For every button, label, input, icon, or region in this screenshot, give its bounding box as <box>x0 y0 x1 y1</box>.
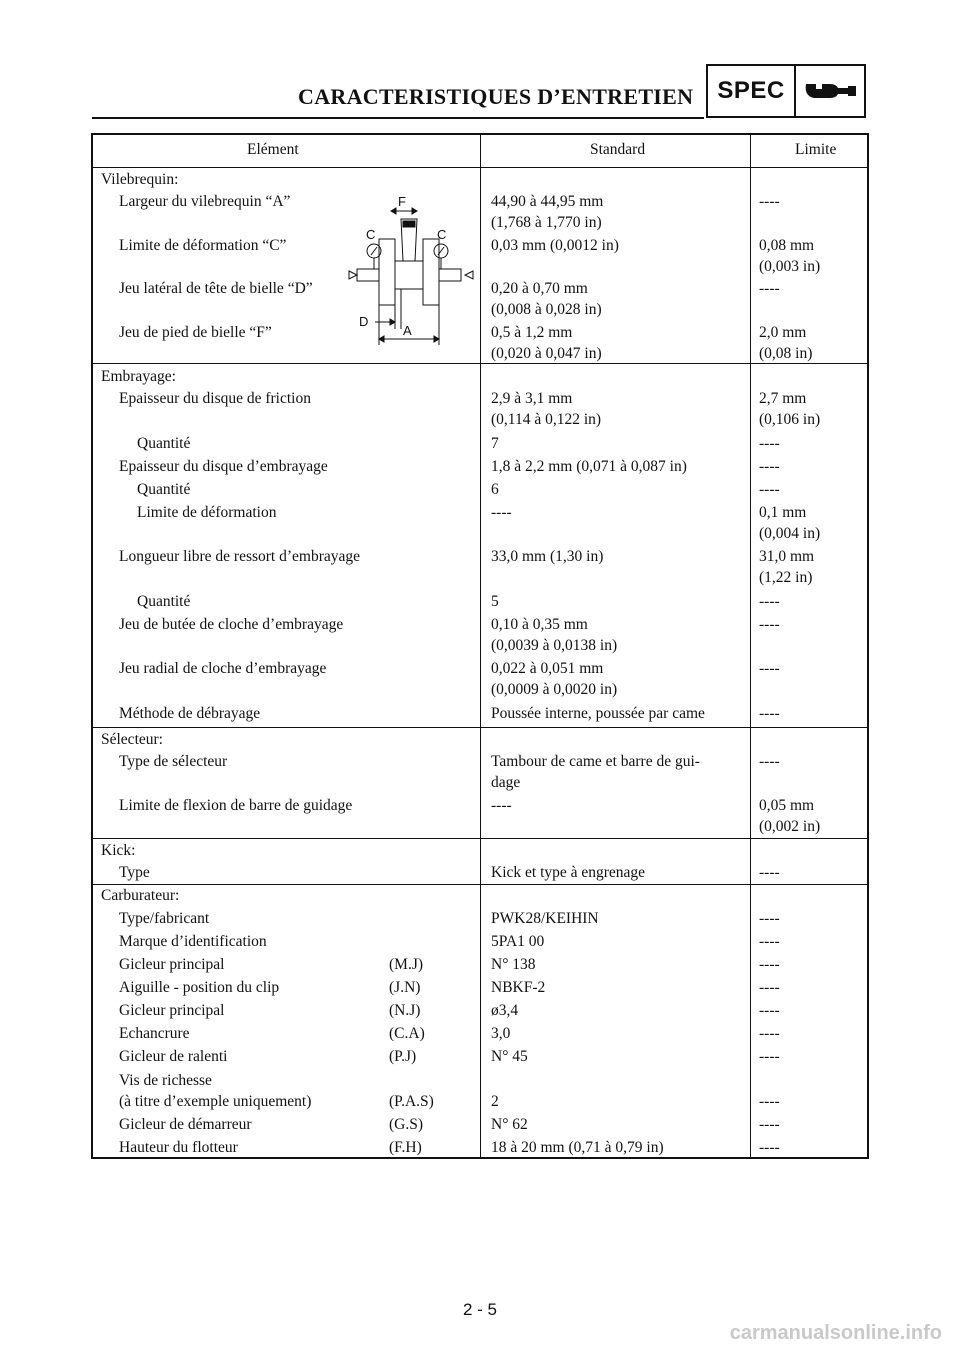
diagram-label-c: C <box>366 227 376 242</box>
crank-shaft-right <box>439 269 461 281</box>
wrench-icon <box>796 66 864 116</box>
crank-pin <box>395 261 423 289</box>
spec-table: Elément Standard Limite Vilebrequin: Largeur du vilebrequin “A” 44,90 à 44,95 mm (1,768 à 1,770 in) ---- Limite de déformation “C” 0,03 mm (0,0012 in) 0,08 mm (0,003 in) Jeu latéral de tête de bielle “D” 0,20 à 0,70 mm (0,008 à 0,028 in) ---- Jeu de pied de bielle “F” 0,5 à 1,2 mm (0,020 à 0,047 in) 2,0 mm (0,08 in) F C C D A Embrayage: Epaisseur du disque de friction 2,9 à 3,1 mm (0,114 à 0,122 in) 2,7 mm (0,106 in) Quantité 7 ---- Epaisseur du disque d’embrayage 1,8 à 2,2 mm (0,071 à 0,087 in) ---- Quantité 6 ---- Limite de déformation ---- 0,1 mm (0,004 in) Longueur libre de ressort d’embrayage 33,0 mm (1,30 in) 31,0 mm (1,22 in) Quantité 5 ---- Jeu de butée de cloche d’embrayage 0,10 à 0,35 mm (0,0039 à 0,0138 in) ---- Jeu radial de cloche d’embrayage 0,022 à 0,051 mm (0,0009 à 0,0020 in) ---- Méthode de débrayage Poussée interne, poussée par came ---- Sélecteur: Type de sélecteur Tambour de came et barre de gui- dage ---- Limite de flexion de barre de guidage ---- 0,05 mm (0,002 in) Kick: Type Kick et type à engrenage ---- Carburateur: Type/fabricant PWK28/KEIHIN ---- Marque d’identification 5PA1 00 ---- Gicleur principal (M.J) N° 138 ---- Aiguille - position du clip (J.N) NBKF-2 ---- Gicleur principal (N.J) ø3,4 ---- Echancrure (C.A) 3,0 ---- Gicleur de ralenti (P.J) N° 45 ---- Vis de richesse (à titre d’exemple uniquement) (P.A.S) 2 ---- Gicleur de démarreur (G.S) N° 62 ---- Hauteur du flotteur (F.H) 18 à 20 mm (0,71 à 0,79 in) ---- <box>91 133 869 1159</box>
column-divider <box>750 135 751 1157</box>
column-header-limit: Limite <box>795 141 837 158</box>
diagram-label-c: C <box>437 227 447 242</box>
center-point <box>465 271 473 279</box>
watermark: carmanualsonline.info <box>729 1322 942 1344</box>
column-header-element: Elément <box>247 141 299 158</box>
column-divider <box>480 135 481 1157</box>
column-header-standard: Standard <box>590 141 646 158</box>
spec-badge <box>706 64 866 118</box>
crankshaft-diagram <box>345 189 477 349</box>
page-number: 2 - 5 <box>462 1300 498 1319</box>
section-divider <box>93 727 867 728</box>
page-title: CARACTERISTIQUES D’ENTRETIEN <box>298 84 694 109</box>
section-divider <box>93 884 867 885</box>
center-point <box>349 271 357 279</box>
flywheel-left <box>379 239 395 305</box>
flywheel-right <box>423 239 439 305</box>
diagram-label-a: A <box>403 323 412 338</box>
spec-badge-label: SPEC <box>708 66 796 116</box>
diagram-label-d: D <box>359 314 369 329</box>
section-divider <box>93 838 867 839</box>
section-divider <box>93 363 867 364</box>
crank-shaft-left <box>357 269 379 281</box>
header-rule <box>92 117 704 119</box>
diagram-label-f: F <box>398 194 406 209</box>
